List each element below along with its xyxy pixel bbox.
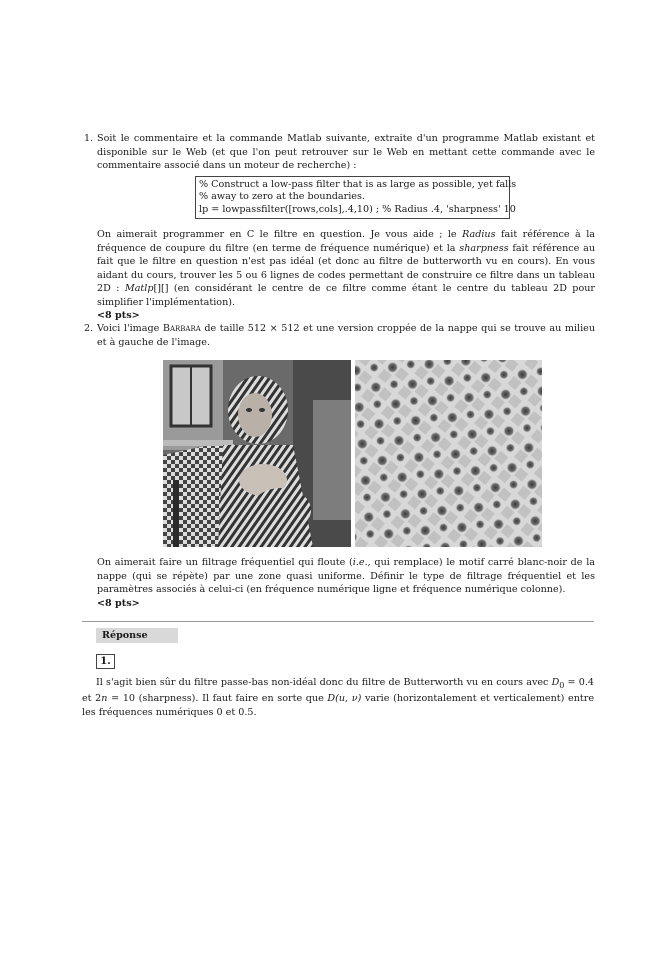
points-label: <8 pts> bbox=[97, 310, 140, 321]
question-1 bbox=[84, 132, 595, 173]
points-label: <8 pts> bbox=[97, 597, 140, 609]
text-run: On aimerait programmer en C le filtre en question. Je vous aide ; le bbox=[97, 229, 463, 240]
text-run: (en considérant le centre de ce filtre comme étant le centre du tableau 2D pour simplifier l'implémentation). bbox=[97, 283, 595, 308]
answer-paragraph bbox=[82, 676, 594, 719]
tablecloth-crop-image bbox=[355, 360, 542, 547]
text-run: 0 bbox=[559, 680, 565, 690]
code-line: % away to zero at the boundaries. bbox=[199, 191, 365, 203]
text-run: On aimerait faire un filtrage fréquentiel qui floute ( bbox=[97, 557, 353, 568]
question-number: 1. bbox=[84, 133, 94, 144]
question-body bbox=[97, 556, 595, 597]
divider bbox=[82, 621, 594, 622]
answer-number-box: 1. bbox=[96, 654, 115, 669]
text-run: varie (horizontalement et verticalement) entre les fréquences numériques 0 et 0.5. bbox=[82, 693, 595, 718]
response-heading: Réponse bbox=[96, 628, 178, 643]
text-run: [][] bbox=[153, 283, 169, 294]
question-intro bbox=[97, 322, 595, 349]
text-run: n bbox=[101, 693, 108, 705]
question-2-body bbox=[97, 556, 595, 610]
text-run: = 0.4 et 2 bbox=[82, 677, 594, 705]
text-run: , qui remplace) le motif carré blanc-noir de la nappe (qui se répète) par une zone quasi uniforme. Définir le type de filtrage fréquentiel et les paramètres associés à celui-ci (en fréquence numérique ligne et fréquence numérique colonne). bbox=[97, 557, 595, 595]
text-run: sharpness bbox=[459, 242, 509, 254]
text-run: fait référence à la fréquence de coupure du filtre (en terme de fréquence numérique) et la bbox=[97, 229, 595, 254]
answer-text bbox=[82, 676, 594, 719]
question-1-body bbox=[97, 228, 595, 323]
matlab-code-box bbox=[195, 176, 517, 219]
question-number: 2. bbox=[84, 323, 94, 334]
question-2 bbox=[84, 322, 596, 349]
text-run: = 10 (sharpness). Il faut faire en sorte que bbox=[107, 693, 328, 705]
text-run: D bbox=[551, 677, 560, 688]
code-line: % Construct a low-pass filter that is as large as possible, yet falls bbox=[199, 179, 517, 190]
text-run: i.e. bbox=[352, 557, 368, 568]
text-run: Matlp bbox=[124, 283, 154, 294]
text-run: Voici l'image bbox=[97, 323, 163, 334]
text-run: fait référence au fait que le filtre en question n'est pas idéal (et donc au filtre de butterworth vu en cours). En vous aidant du cours, trouver les 5 ou 6 lignes de codes permettant de construire ce filtre dans un tableau 2D : bbox=[97, 242, 595, 294]
barbara-image bbox=[163, 360, 351, 547]
code-line: lp = lowpassfilter([rows,cols],.4,10) ; % Radius .4, 'sharpness' 10 bbox=[199, 203, 516, 215]
text-run: de taille 512 × 512 et une version croppée de la nappe qui se trouve au milieu et à gauche de l'image. bbox=[97, 323, 596, 348]
question-body bbox=[97, 228, 595, 309]
question-intro: Soit le commentaire et la commande Matlab suivante, extraite d'un programme Matlab existant et disponible sur le Web (et que l'on peut retrouver sur le Web en mettant cette commande avec le commentaire associé dans un moteur de recherche) : bbox=[97, 133, 595, 171]
text-run: Barbara bbox=[162, 323, 201, 334]
text-run: D(u, ν) bbox=[327, 693, 362, 705]
text-run: Il s'agit bien sûr du filtre passe-bas non-idéal donc du filtre de Butterworth vu en cours avec bbox=[96, 677, 552, 688]
text-run: Radius bbox=[462, 229, 496, 240]
